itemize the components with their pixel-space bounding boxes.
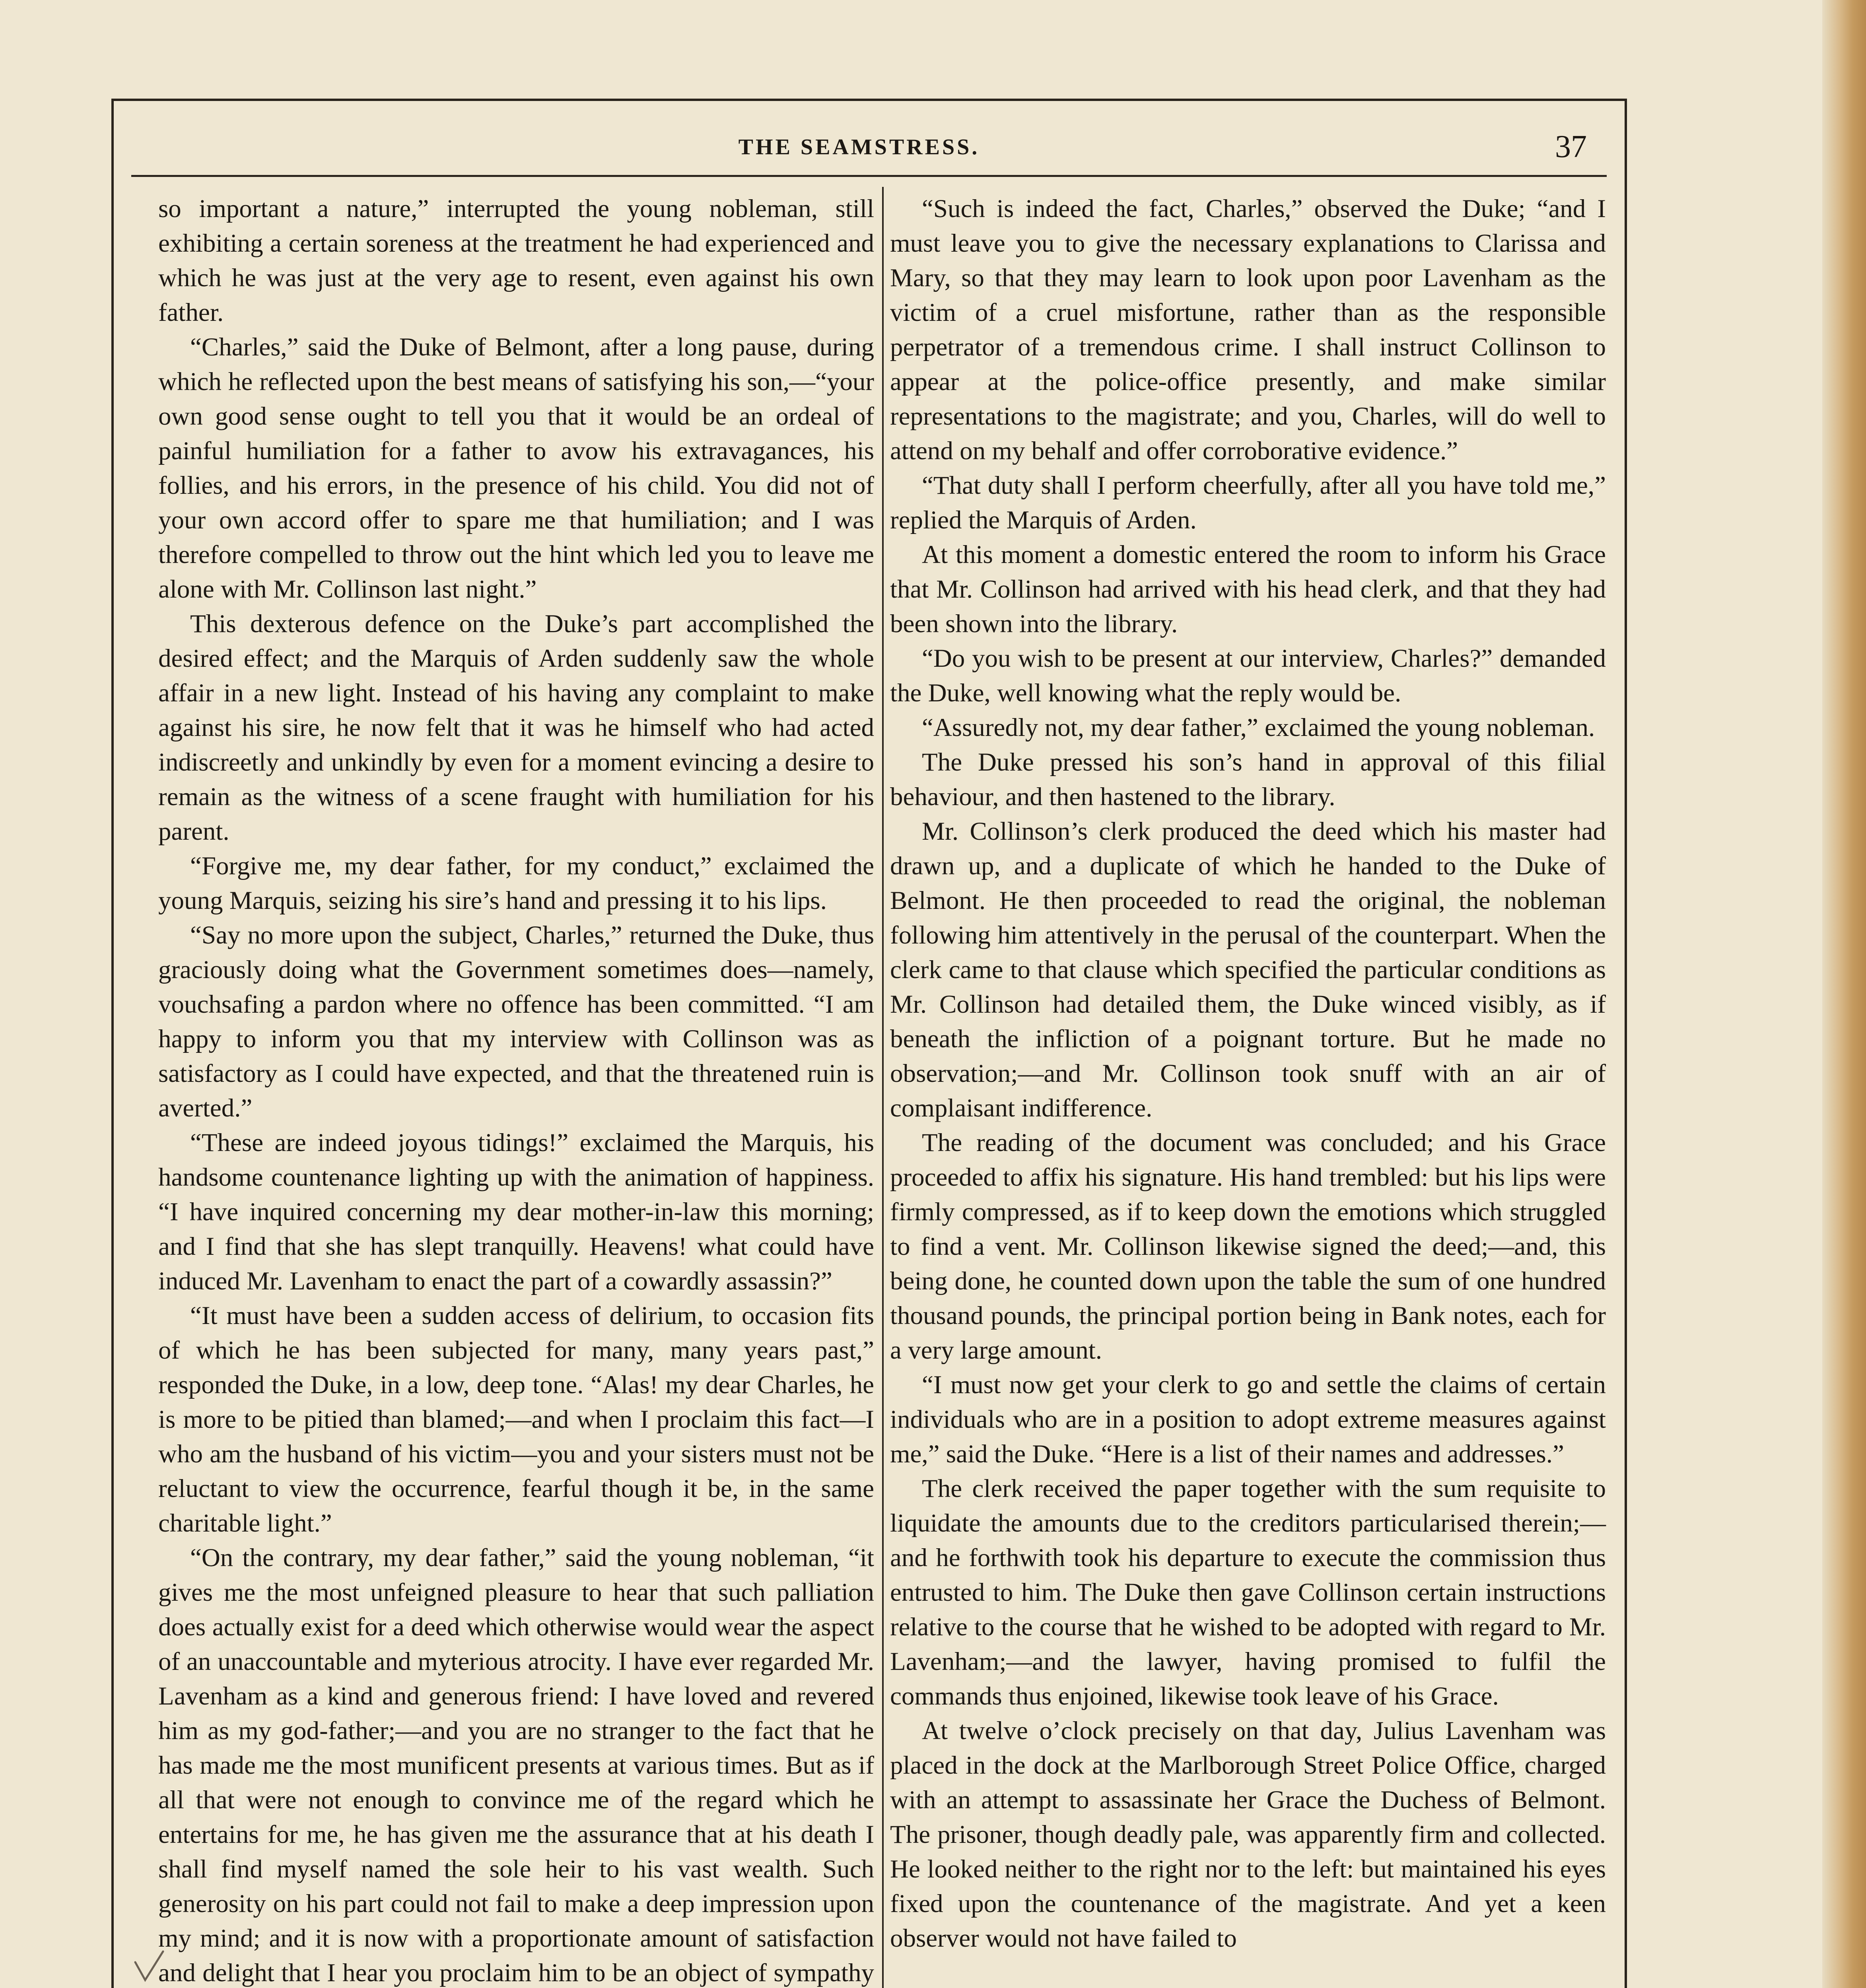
paragraph: so important a nature,” interrupted the young nobleman, still exhibiting a certain soreness at the treatment he had experienced and which he was just at the very age to resent, even against his own father. [158,194,874,327]
right-column [890,192,1606,1956]
paragraph: “Forgive me, my dear father, for my conduct,” exclaimed the young Marquis, seizing his sire’s hand and pressing it to his lips. [158,852,874,915]
paragraph: At this moment a domestic entered the room to inform his Grace that Mr. Collinson had arrived with his head clerk, and that they had been shown into the library. [890,540,1606,638]
header-rule [131,175,1607,177]
paragraph: “Such is indeed the fact, Charles,” observed the Duke; “and I must leave you to give the necessary explanations to Clarissa and Mary, so that they may learn to look upon poor Lavenham as the victim of a cruel misfortune, rather than as the responsible perpetrator of a tremendous crime. I shall instruct Collinson to appear at the police-office presently, and make similar representations to the magistrate; and you, Charles, will do well to attend on my behalf and offer corroborative evidence.” [890,194,1606,465]
paragraph: This dexterous defence on the Duke’s part accomplished the desired effect; and the Marquis of Arden suddenly saw the whole affair in a new light. Instead of his having any complaint to make against his sire, he now felt that it was he himself who had acted indiscreetly and unkindly by even for a moment evincing a desire to remain as the witness of a scene fraught with humiliation for his parent. [158,610,874,846]
paragraph: “I must now get your clerk to go and settle the claims of certain individuals who are in a position to adopt extreme measures against me,” said the Duke. “Here is a list of their names and addresses.” [890,1371,1606,1468]
column-divider [882,187,884,1988]
frame-top-rule [111,99,1625,101]
paragraph: “Say no more upon the subject, Charles,” returned the Duke, thus graciously doing what the Government sometimes does—namely, vouchsafing a pardon where no offence has been committed. “I am happy to inform you that my interview with Collinson was as satisfactory as I could have expected, and that the threatened ruin is averted.” [158,921,874,1122]
paragraph: The reading of the document was concluded; and his Grace proceeded to affix his signature. His hand trembled: but his lips were firmly compressed, as if to keep down the emotions which struggled to find a vent. Mr. Collinson likewise signed the deed;—and, this being done, he counted down upon the table the sum of one hundred thousand pounds, the principal portion being in Bank notes, each for a very large amount. [890,1128,1606,1365]
paragraph: “That duty shall I perform cheerfully, after all you have told me,” replied the Marquis of Arden. [890,471,1606,534]
paragraph: “Assuredly not, my dear father,” exclaimed the young nobleman. [922,713,1595,742]
paragraph: “On the contrary, my dear father,” said the young nobleman, “it gives me the most unfeigned pleasure to hear that such palliation does actually exist for a deed which otherwise would wear the aspect of an unaccountable and myterious atrocity. I have ever regarded Mr. Lavenham as a kind and generous friend: I have loved and revered him as my god-father;—and you are no stranger to the fact that he has made me the most munificent presents at various times. But as if all that were not enough to convince me of the regard which he entertains for me, he has given me the assurance that at his death I shall find myself named the sole heir to his vast wealth. Such generosity on his part could not fail to make a deep impression upon my mind; and it is now with a proportionate amount of satisfaction and delight that I hear you proclaim him to be an object of sympathy [158,1543,874,1987]
paragraph: “Charles,” said the Duke of Belmont, after a long pause, during which he reflected upon the best means of satisfying his son,—“your own good sense ought to tell you that it would be an ordeal of painful humiliation for a father to avow his extravagances, his follies, and his errors, in the presence of his child. You did not of your own accord offer to spare me that humiliation; and I was therefore compelled to throw out the hint which led you to leave me alone with Mr. Collinson last night.” [158,333,874,604]
frame-left-rule [111,99,114,1988]
page-header [131,126,1587,170]
paragraph: The Duke pressed his son’s hand in approval of this filial behaviour, and then hastened to the library. [890,748,1606,811]
paragraph: “It must have been a sudden access of delirium, to occasion fits of which he has been subjected for many, many years past,” responded the Duke, in a low, deep tone. “Alas! my dear Charles, he is more to be pitied than blamed;—and when I proclaim this fact—I who am the husband of his victim—you and your sisters must not be reluctant to view the occurrence, fearful though it be, in the same charitable light.” [158,1301,874,1538]
paper-edge [1822,0,1866,1988]
paragraph: The clerk received the paper together with the sum requisite to liquidate the amounts due to the creditors particularised therein;—and he forthwith took his departure to execute the commission thus entrusted to him. The Duke then gave Collinson certain instructions relative to the course that he wished to be adopted with regard to Mr. Lavenham;—and the lawyer, having promised to fulfil the commands thus enjoined, likewise took leave of his Grace. [890,1474,1606,1710]
left-column [158,192,874,1988]
running-title: THE SEAMSTRESS. [738,135,980,159]
paragraph: Mr. Collinson’s clerk produced the deed which his master had drawn up, and a duplicate of which he handed to the Duke of Belmont. He then proceeded to read the original, the nobleman following him attentively in the perusal of the counterpart. When the clerk came to that clause which specified the particular conditions as Mr. Collinson had detailed them, the Duke winced visibly, as if beneath the infliction of a poignant torture. But he made no observation;—and Mr. Collinson took snuff with an air of complaisant indifference. [890,817,1606,1122]
paragraph: “Do you wish to be present at our interview, Charles?” demanded the Duke, well knowing what the reply would be. [890,644,1606,707]
frame-right-rule [1625,99,1627,1988]
paragraph: At twelve o’clock precisely on that day, Julius Lavenham was placed in the dock at the Marlborough Street Police Office, charged with an attempt to assassinate her Grace the Duchess of Belmont. The prisoner, though deadly pale, was apparently firm and collected. He looked neither to the right nor to the left: but maintained his eyes fixed upon the countenance of the magistrate. And yet a keen observer would not have failed to [890,1716,1606,1953]
pencil-check-mark [131,1948,167,1984]
paragraph: “These are indeed joyous tidings!” exclaimed the Marquis, his handsome countenance lighting up with the animation of happiness. “I have inquired concerning my dear mother-in-law this morning; and I find that she has slept tranquilly. Heavens! what could have induced Mr. Lavenham to enact the part of a cowardly assassin?” [158,1128,874,1295]
page-number: 37 [1555,129,1587,164]
